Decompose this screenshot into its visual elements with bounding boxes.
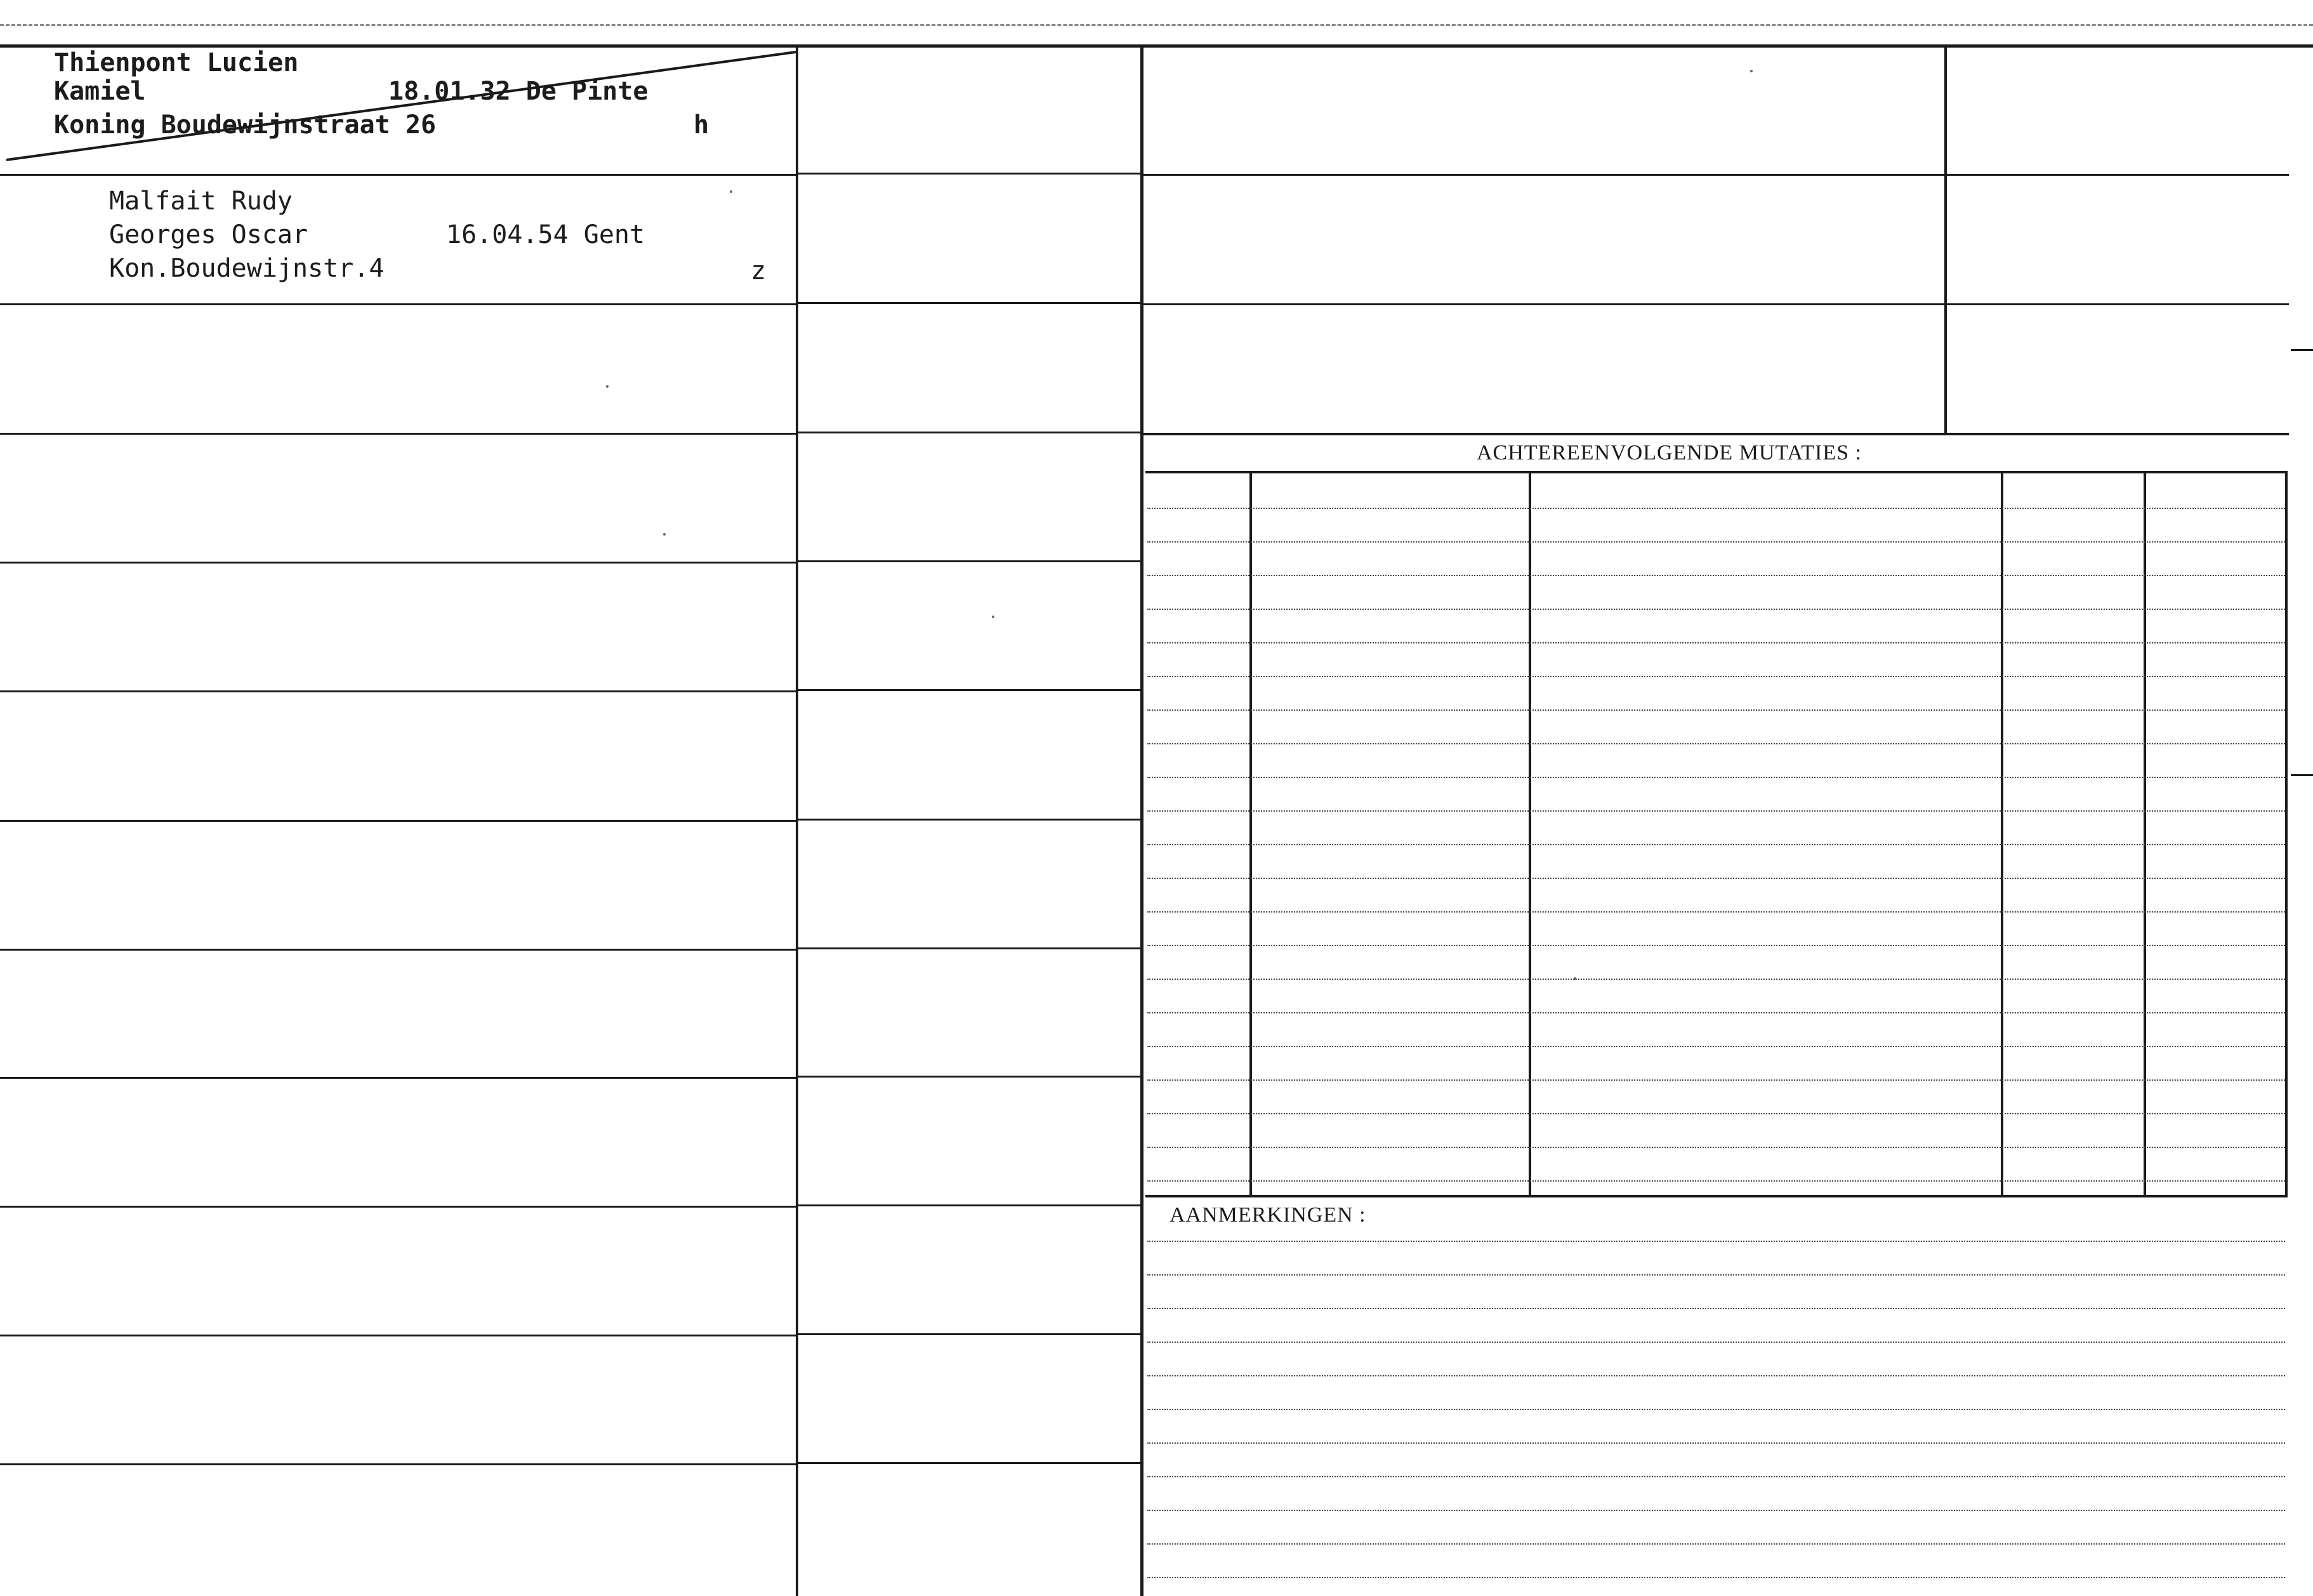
- entry-given-names: Kamiel: [54, 77, 146, 106]
- mutation-dotted-line: [1147, 1079, 2285, 1081]
- entry-name: Malfait Rudy: [109, 187, 293, 216]
- remark-dotted-line: [1147, 1442, 2285, 1444]
- mutations-col-5: [2285, 472, 2288, 1196]
- remark-dotted-line: [1147, 1342, 2285, 1343]
- register-row-rule-mid: [798, 302, 1141, 304]
- register-row-rule: [0, 820, 796, 822]
- remark-dotted-line: [1147, 1409, 2285, 1410]
- column-rule-2: [1140, 46, 1143, 1596]
- register-entry-2: [0, 181, 796, 308]
- remark-dotted-line: [1147, 1577, 2285, 1578]
- mutations-col-4: [2144, 472, 2146, 1196]
- register-row-rule-mid: [798, 560, 1141, 562]
- scan-speck: [663, 533, 666, 536]
- scan-speck: [1574, 977, 1576, 980]
- mutation-dotted-line: [1147, 541, 2285, 543]
- register-row-rule: [0, 1335, 796, 1336]
- mutation-dotted-line: [1147, 1180, 2285, 1182]
- mutations-title: ACHTEREENVOLGENDE MUTATIES :: [1477, 441, 1862, 465]
- remark-dotted-line: [1147, 1274, 2285, 1276]
- mutation-dotted-line: [1147, 709, 2285, 711]
- remark-dotted-line: [1147, 1241, 2285, 1242]
- mutation-dotted-line: [1147, 1012, 2285, 1013]
- entry-address: Kon.Boudewijnstr.4: [109, 254, 385, 283]
- register-row-rule: [0, 1077, 796, 1079]
- mutation-dotted-line: [1147, 844, 2285, 845]
- mutations-col-1: [1249, 472, 1252, 1196]
- mutation-dotted-line: [1147, 911, 2285, 913]
- scan-speck: [1750, 70, 1753, 72]
- mutation-dotted-line: [1147, 609, 2285, 610]
- register-row-rule-mid: [798, 173, 1141, 175]
- entry-birth-date-place: 18.01.32 De Pinte: [388, 77, 649, 106]
- scan-speck: [992, 616, 994, 618]
- register-row-rule-mid: [798, 689, 1141, 691]
- remark-dotted-line: [1147, 1476, 2285, 1477]
- register-row-rule-mid: [798, 947, 1141, 949]
- register-row-rule-mid: [798, 1204, 1141, 1206]
- mutation-dotted-line: [1147, 810, 2285, 812]
- mutation-dotted-line: [1147, 743, 2285, 744]
- edge-tick-1: [2291, 349, 2313, 351]
- mutation-dotted-line: [1147, 575, 2285, 576]
- register-row-rule: [0, 174, 796, 176]
- remark-dotted-line: [1147, 1510, 2285, 1511]
- mutations-bottom-rule: [1145, 1195, 2288, 1197]
- entry-mark: z: [751, 256, 767, 286]
- column-rule-3: [1944, 46, 1947, 433]
- strike-through-line: [0, 46, 796, 173]
- right-row-rule-2: [1142, 303, 2289, 305]
- entry-mark: h: [694, 110, 709, 140]
- mutation-dotted-line: [1147, 642, 2285, 643]
- top-edge: [0, 24, 2313, 26]
- mutation-dotted-line: [1147, 676, 2285, 677]
- register-entry-1: [0, 46, 796, 173]
- register-row-rule-mid: [798, 1462, 1141, 1464]
- mutations-top-rule: [1145, 471, 2288, 473]
- register-row-rule: [0, 1463, 796, 1465]
- register-row-rule: [0, 690, 796, 692]
- mutation-dotted-line: [1147, 777, 2285, 778]
- remarks-title: AANMERKINGEN :: [1170, 1203, 1366, 1227]
- remark-dotted-line: [1147, 1543, 2285, 1545]
- edge-tick-2: [2291, 774, 2313, 776]
- register-row-rule: [0, 562, 796, 564]
- mutations-col-3: [2001, 472, 2003, 1196]
- mutation-dotted-line: [1147, 945, 2285, 946]
- register-row-rule: [0, 433, 796, 435]
- right-row-rule-1: [1142, 174, 2289, 176]
- register-row-rule-mid: [798, 1333, 1141, 1335]
- mutation-dotted-line: [1147, 979, 2285, 980]
- register-row-rule: [0, 1206, 796, 1208]
- remark-dotted-line: [1147, 1375, 2285, 1376]
- entry-address: Koning Boudewijnstraat 26: [54, 110, 437, 140]
- mutation-dotted-line: [1147, 878, 2285, 879]
- register-row-rule-mid: [798, 432, 1141, 433]
- mutation-dotted-line: [1147, 1046, 2285, 1047]
- column-rule-1: [796, 46, 798, 1596]
- register-row-rule-mid: [798, 1076, 1141, 1078]
- mutation-dotted-line: [1147, 1113, 2285, 1114]
- register-row-rule: [0, 949, 796, 951]
- remark-dotted-line: [1147, 1308, 2285, 1309]
- register-row-rule-mid: [798, 819, 1141, 821]
- right-row-rule-3: [1142, 433, 2289, 435]
- scan-speck: [606, 385, 609, 388]
- entry-name: Thienpont Lucien: [54, 48, 299, 77]
- mutation-dotted-line: [1147, 508, 2285, 509]
- mutation-dotted-line: [1147, 1147, 2285, 1148]
- scan-speck: [730, 190, 732, 193]
- entry-given-names: Georges Oscar: [109, 220, 308, 249]
- mutations-col-2: [1529, 472, 1531, 1196]
- entry-birth-date-place: 16.04.54 Gent: [446, 220, 645, 249]
